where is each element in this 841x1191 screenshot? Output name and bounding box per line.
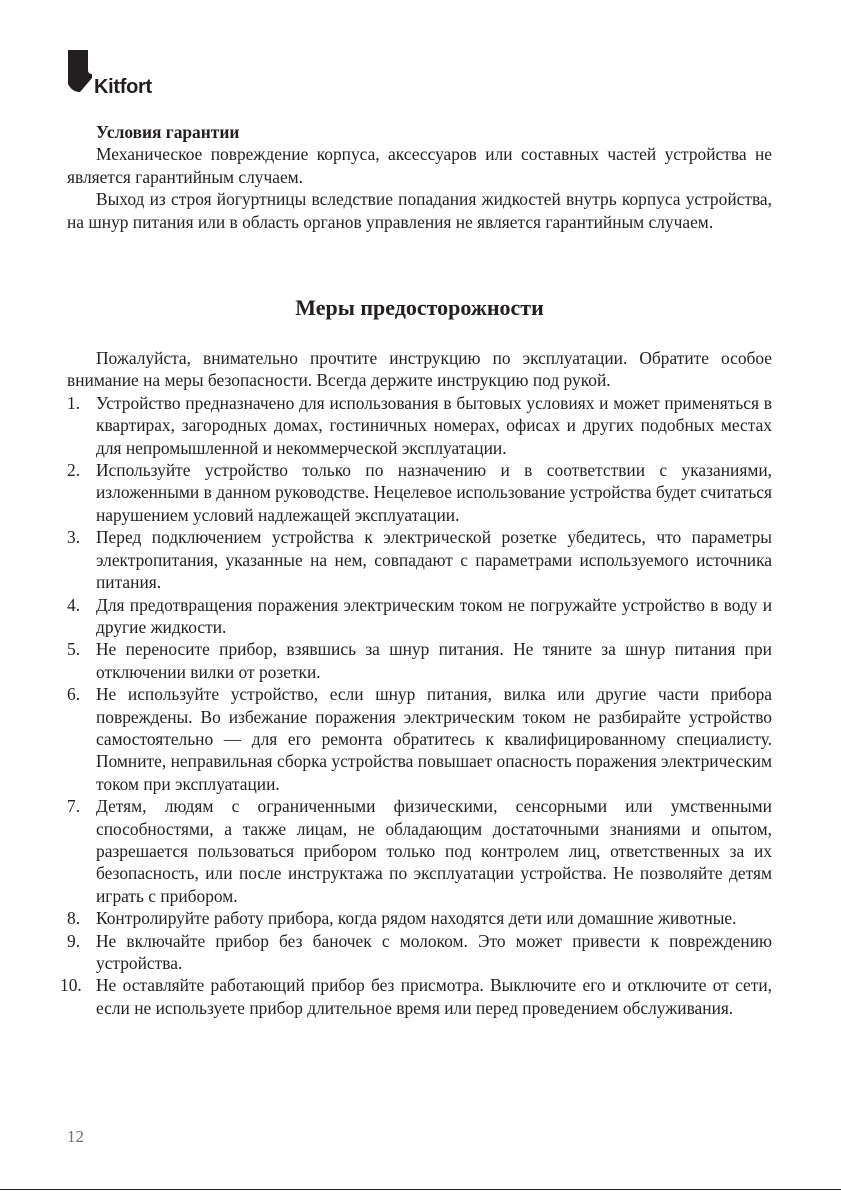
list-item-number: 4.	[67, 594, 81, 615]
warranty-heading: Условия гарантии	[96, 122, 240, 142]
list-item-text: Детям, людям с ограниченными физическими, сенсорными или умственными способностями, а также лицам, не обладающим достаточными знаниями и опытом, разрешается пользоваться прибором только под контролем лиц, ответственных за их безопасность, или после инструктажа по эксплуатации устройства. Не позволяйте детям играть с прибором.	[96, 796, 772, 906]
list-item	[67, 683, 772, 795]
list-item-text: Не переносите прибор, взявшись за шнур питания. Не тяните за шнур питания при отключении вилки от розетки.	[96, 639, 772, 682]
list-item-number: 3.	[67, 527, 81, 548]
safety-intro: Пожалуйста, внимательно прочтите инструкцию по эксплуатации. Обратите особое внимание на меры безопасности. Всегда держите инструкцию под рукой.	[67, 348, 772, 391]
page-content	[60, 121, 772, 1019]
bottom-divider	[0, 1189, 841, 1190]
list-item	[67, 907, 772, 929]
list-item-text: Для предотвращения поражения электрическим током не погружайте устройство в воду и другие жидкости.	[96, 594, 772, 637]
list-item-number: 1.	[67, 392, 81, 413]
warranty-paragraph: Выход из строя йогуртницы вследствие попадания жидкостей внутрь корпуса устройства, на шнур питания или в область органов управления не является гарантийным случаем.	[67, 189, 772, 232]
safety-title: Меры предосторожности	[295, 295, 544, 321]
list-item	[60, 974, 772, 1019]
list-item-text: Не оставляйте работающий прибор без присмотра. Выключите его и отключите от сети, если не используете прибор длительное время или перед проведением обслуживания.	[96, 975, 772, 1018]
list-item	[67, 930, 772, 975]
list-item-number: 6.	[67, 684, 81, 705]
list-item-text: Не включайте прибор без баночек с молоком. Это может привести к повреждению устройства.	[96, 930, 772, 973]
list-item	[67, 526, 772, 593]
list-item-number: 5.	[67, 639, 81, 660]
list-item-number: 2.	[67, 460, 81, 481]
list-item-text: Контролируйте работу прибора, когда рядом находятся дети или домашние животные.	[96, 908, 737, 929]
list-item-text: Перед подключением устройства к электрической розетке убедитесь, что параметры электропитания, указанные на нем, совпадают с параметрами используемого источника питания.	[96, 527, 772, 593]
list-item-text: Не используйте устройство, если шнур питания, вилка или другие части прибора повреждены. Во избежание поражения электрическим током не разбирайте устройство самостоятельно — для его ремонта обратитесь к квалифицированному специалисту. Помните, неправильная сборка устройства повышает опасность поражения электрическим током при эксплуатации.	[96, 684, 772, 794]
page-number: 12	[67, 1127, 84, 1146]
safety-list	[60, 392, 772, 1019]
list-item-number: 10.	[60, 975, 82, 996]
list-item	[67, 795, 772, 907]
kitfort-logo-icon	[66, 48, 96, 98]
list-item	[67, 392, 772, 459]
brand-logo	[66, 48, 176, 98]
list-item-text: Устройство предназначено для использования в бытовых условиях и может применяться в квартирах, загородных домах, гостиничных номерах, офисах и других подобных местах для непромышленной и некоммерческой эксплуатации.	[96, 392, 772, 458]
warranty-paragraph: Механическое повреждение корпуса, аксессуаров или составных частей устройства не является гарантийным случаем.	[67, 144, 772, 187]
list-item-text: Используйте устройство только по назначению и в соответствии с указаниями, изложенными в данном руководстве. Нецелевое использование устройства будет считаться нарушением условий надлежащей эксплуатации.	[96, 460, 772, 525]
list-item-number: 8.	[67, 908, 81, 929]
list-item-number: 7.	[67, 796, 81, 817]
list-item	[67, 594, 772, 639]
brand-name: Kitfort	[94, 76, 152, 98]
list-item	[67, 638, 772, 683]
list-item	[67, 459, 772, 526]
list-item-number: 9.	[67, 930, 81, 951]
